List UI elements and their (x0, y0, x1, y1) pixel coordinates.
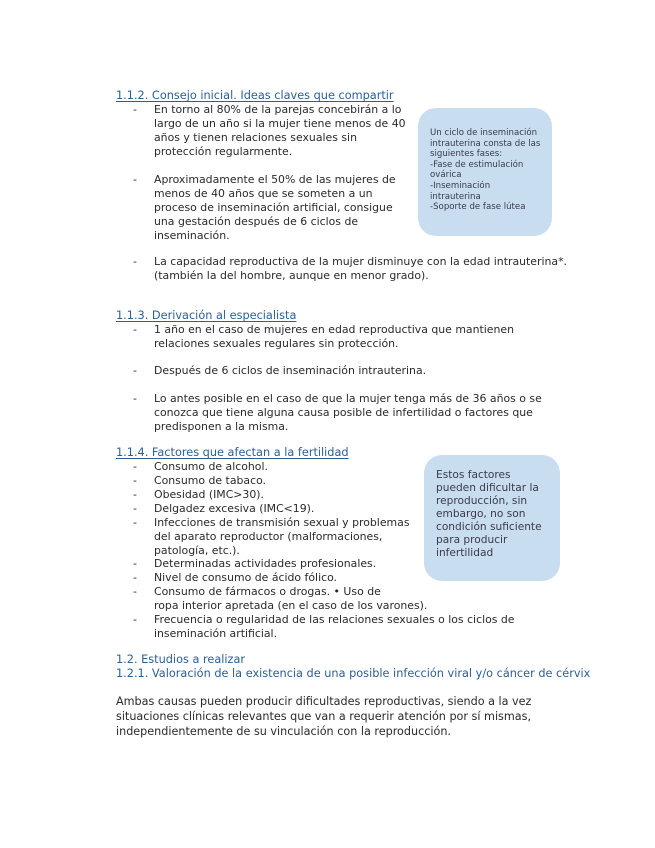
list-item-line: del aparato reproductor (malformaciones, (154, 530, 383, 543)
section-heading-consejo-inicial: 1.1.2. Consejo inicial. Ideas claves que compartir (116, 89, 394, 102)
list-item-line: Determinadas actividades profesionales. (154, 557, 377, 570)
list-item (154, 516, 424, 558)
list-item-line: Nivel de consumo de ácido fólico. (154, 571, 338, 584)
bullet-dash: - (133, 392, 137, 405)
text-line: para producir (436, 534, 508, 546)
text-line: reproducción, sin (436, 495, 528, 507)
text-line: intrauterina (430, 191, 481, 202)
paragraph-ambas-causas (116, 694, 586, 739)
list-item (154, 557, 424, 571)
list-item-line: inseminación artificial. (154, 627, 278, 640)
bullet-dash: - (133, 613, 137, 626)
list-item-line: La capacidad reproductiva de la mujer disminuye con la edad intrauterina*. (154, 255, 567, 268)
bullet-dash: - (133, 557, 137, 570)
text-line: -Soporte de fase lútea (430, 202, 526, 213)
bullet-dash: - (133, 571, 137, 584)
list-item-line: Después de 6 ciclos de inseminación intrauterina. (154, 364, 427, 377)
list-item (154, 488, 424, 502)
bullet-dash: - (133, 103, 137, 116)
bullet-dash: - (133, 516, 137, 529)
bullet-dash: - (133, 585, 137, 598)
text-line: siguientes fases: (430, 149, 503, 160)
text-line: intrauterina consta de las (430, 138, 541, 149)
text-line: Estos factores (436, 469, 511, 481)
text-line: pueden dificultar la (436, 482, 539, 494)
bullet-dash: - (133, 323, 137, 336)
section-heading-factores: 1.1.4. Factores que afectan a la fertilidad (116, 446, 349, 459)
bullet-dash: - (133, 460, 137, 473)
text-line: -Inseminación (430, 180, 491, 191)
list-item (154, 364, 574, 378)
list-item-line: patología, etc.). (154, 544, 240, 557)
bullet-dash: - (133, 255, 137, 268)
list-item-line: años y tienen relaciones sexuales sin (154, 131, 357, 144)
section-heading-estudios: 1.2. Estudios a realizar (116, 653, 246, 666)
list-item-line: (también la del hombre, aunque en menor grado). (154, 269, 429, 282)
list-item-line: Obesidad (IMC>30). (154, 488, 265, 501)
list-item-line: Aproximadamente el 50% de las mujeres de (154, 173, 396, 186)
bullet-dash: - (133, 488, 137, 501)
note-lines (436, 469, 552, 560)
bullet-dash: - (133, 173, 137, 186)
list-item (154, 323, 574, 351)
list-item (154, 255, 624, 283)
list-item (154, 474, 424, 488)
list-item-line: 1 año en el caso de mujeres en edad reproductiva que mantienen (154, 323, 515, 336)
bullet-dash: - (133, 364, 137, 377)
list-item-line: una gestación después de 6 ciclos de (154, 215, 359, 228)
list-item-line: relaciones sexuales regulares sin protección. (154, 337, 399, 350)
text-line: condición suficiente (436, 521, 542, 533)
list-item (154, 460, 424, 474)
list-item (154, 502, 424, 516)
list-item (154, 173, 424, 243)
list-item (154, 585, 444, 613)
text-line: infertilidad (436, 547, 494, 559)
list-item-line: inseminación. (154, 229, 230, 242)
list-item-line: Frecuencia o regularidad de las relaciones sexuales o los ciclos de (154, 613, 515, 626)
list-item-line: predisponen a la misma. (154, 420, 289, 433)
text-line: ovárica (430, 170, 462, 181)
list-item-line: Delgadez excesiva (IMC<19). (154, 502, 315, 515)
text-line: independientemente de su vinculación con la reproducción. (116, 725, 451, 738)
list-item-line: Infecciones de transmisión sexual y problemas (154, 516, 410, 529)
list-item-line: proceso de inseminación artificial, consigue (154, 201, 393, 214)
list-item (154, 571, 424, 585)
list-item-line: largo de un año si la mujer tiene menos de 40 (154, 117, 406, 130)
section-heading-derivacion: 1.1.3. Derivación al especialista (116, 309, 297, 322)
list-item-line: Consumo de fármacos o drogas. • Uso de (154, 585, 381, 598)
bullet-dash: - (133, 474, 137, 487)
text-line: embargo, no son (436, 508, 526, 520)
note-factores (424, 455, 560, 581)
text-line: situaciones clínicas relevantes que van a requerir atención por sí mismas, (116, 710, 532, 723)
list-item (154, 392, 584, 434)
list-item-line: conozca que tiene alguna causa posible de infertilidad o factores que (154, 406, 533, 419)
text-line: Un ciclo de inseminación (430, 128, 538, 138)
note-lines (430, 128, 544, 213)
bullet-dash: - (133, 502, 137, 515)
text-line: -Fase de estimulación (430, 159, 524, 170)
list-item-line: ropa interior apretada (en el caso de los varones). (154, 599, 428, 612)
note-ciclo-inseminacion (418, 108, 552, 236)
list-item-line: Lo antes posible en el caso de que la mujer tenga más de 36 años o se (154, 392, 542, 405)
text-line: Ambas causas pueden producir dificultades reproductivas, siendo a la vez (116, 695, 532, 708)
subsection-heading-valoracion: 1.2.1. Valoración de la existencia de una posible infección viral y/o cáncer de cérvix (116, 667, 591, 680)
list-item-line: En torno al 80% de la parejas concebirán a lo (154, 103, 402, 116)
list-item-line: Consumo de alcohol. (154, 460, 268, 473)
list-item-line: Consumo de tabaco. (154, 474, 267, 487)
list-item-line: menos de 40 años que se someten a un (154, 187, 373, 200)
list-item (154, 613, 594, 641)
list-item-line: protección regularmente. (154, 145, 293, 158)
list-item (154, 103, 424, 159)
